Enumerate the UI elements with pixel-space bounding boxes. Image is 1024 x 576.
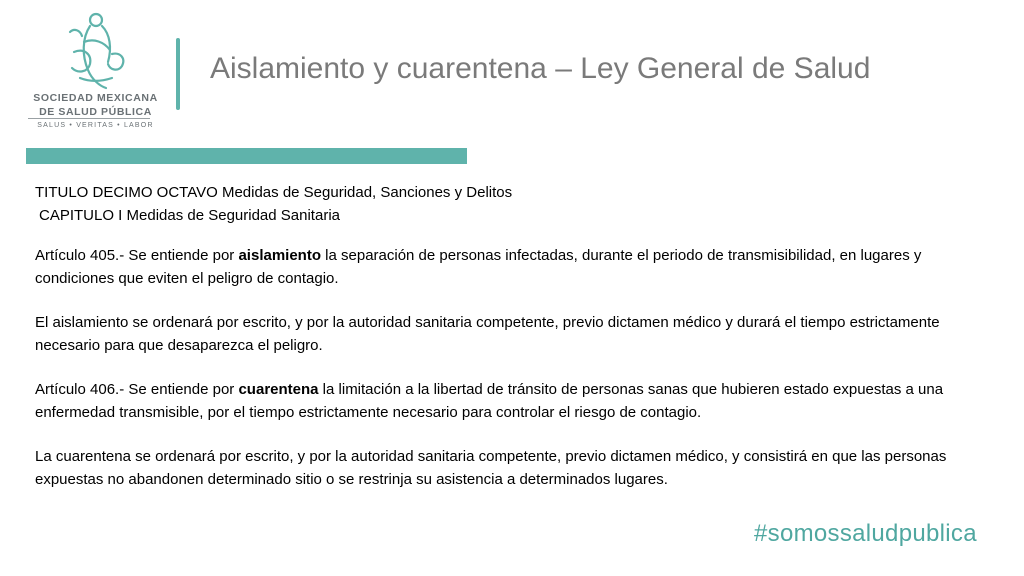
article-405-text: la separación de personas infectadas, durante el periodo de transmisibilidad, en lugares y condiciones que eviten el peligro de contagio. bbox=[35, 247, 922, 287]
article-406-paragraph bbox=[35, 379, 1000, 424]
article-405-term: aislamiento bbox=[238, 247, 321, 264]
chapter-heading: CAPITULO I Medidas de Seguridad Sanitaria bbox=[39, 206, 340, 224]
article-406-text: la limitación a la libertad de tránsito de personas sanas que hubieren estado expuestas a una enfermedad transmisible, por el tiempo estrictamente necesario para controlar el riesgo de contagio. bbox=[35, 381, 944, 421]
article-405-paragraph bbox=[35, 245, 1000, 290]
title-divider bbox=[176, 38, 180, 110]
article-405-prefix: Artículo 405.- Se entiende por bbox=[35, 247, 239, 264]
logo bbox=[24, 8, 164, 132]
logo-text-line1: SOCIEDAD MEXICANA bbox=[33, 92, 158, 104]
hashtag: #somossaludpublica bbox=[754, 520, 977, 547]
logo-text-line2: DE SALUD PÚBLICA bbox=[39, 106, 152, 118]
article-406-paragraph-2: La cuarentena se ordenará por escrito, y por la autoridad sanitaria competente, previo dictamen médico, y consistirá en que las personas expuestas no abandonen determinado sitio o se restrinja su asistencia a determinados lugares. bbox=[35, 448, 947, 488]
article-405-paragraph-2: El aislamiento se ordenará por escrito, y por la autoridad sanitaria competente, previo dictamen médico y durará el tiempo estrictamente necesario para que desaparezca el peligro. bbox=[35, 314, 940, 354]
page-title: Aislamiento y cuarentena – Ley General de Salud bbox=[210, 52, 871, 85]
logo-divider bbox=[28, 118, 150, 119]
accent-bar bbox=[26, 148, 467, 164]
title-heading: TITULO DECIMO OCTAVO Medidas de Seguridad, Sanciones y Delitos bbox=[35, 184, 513, 201]
logo-motto: SALUS • VERITAS • LABOR bbox=[37, 122, 154, 129]
article-406-term: cuarentena bbox=[238, 381, 319, 398]
hygieia-emblem-icon bbox=[60, 8, 132, 90]
slide-body bbox=[35, 182, 1000, 491]
article-406-prefix: Artículo 406.- Se entiende por bbox=[35, 381, 239, 398]
